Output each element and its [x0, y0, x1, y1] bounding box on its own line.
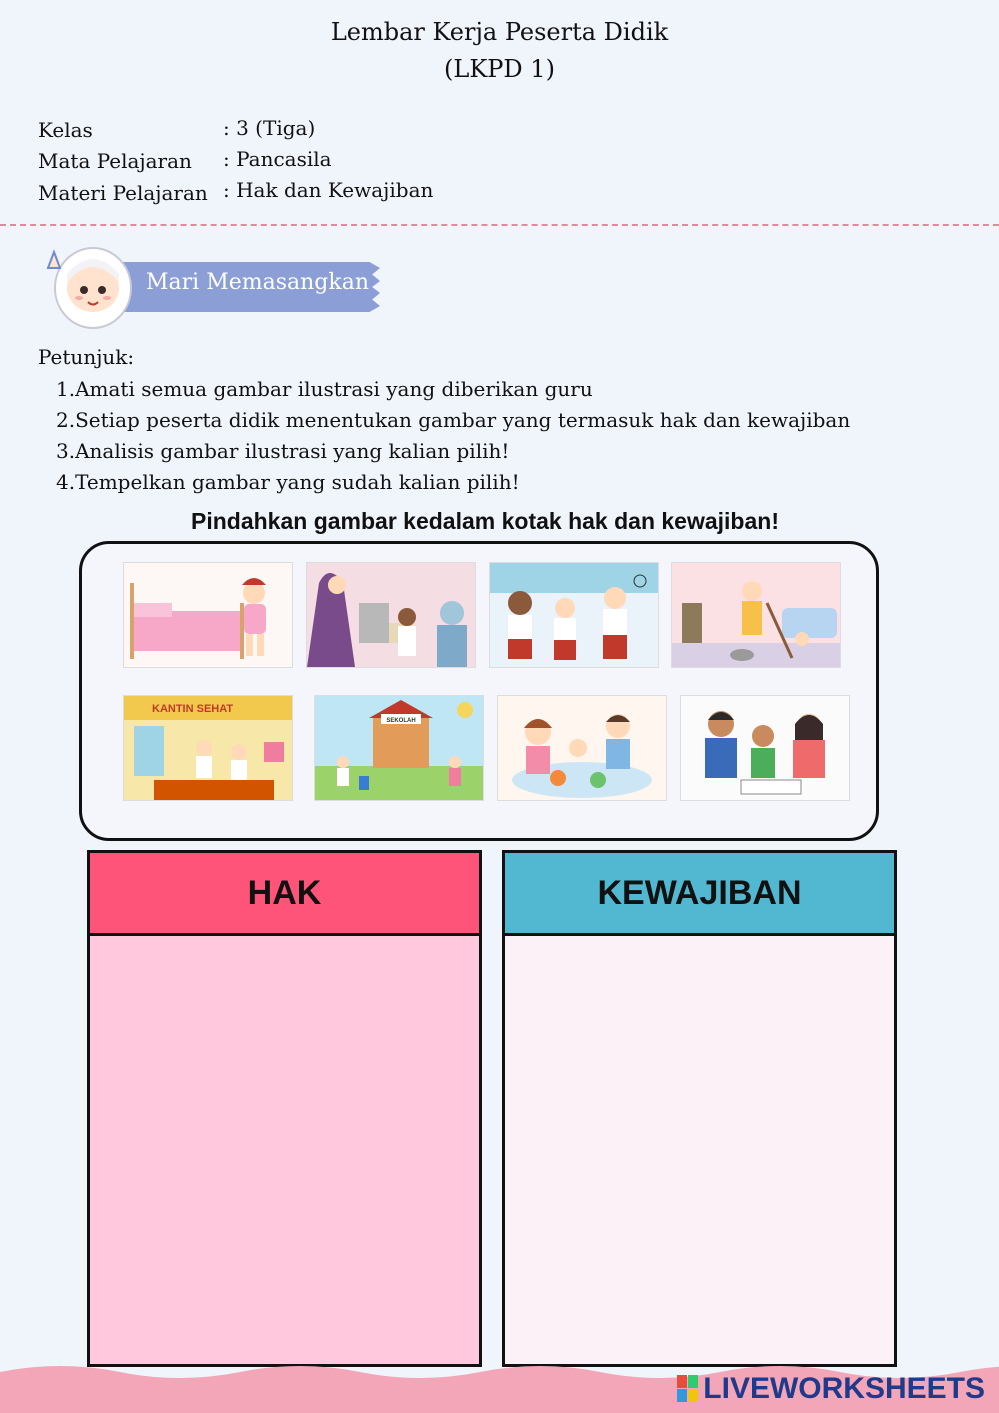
info-value-kelas: : 3 (Tiga)	[223, 116, 316, 140]
kewajiban-column-header	[502, 850, 897, 936]
hak-column-label: HAK	[247, 873, 322, 912]
dashed-divider	[0, 224, 999, 226]
hak-drop-zone[interactable]	[87, 933, 482, 1367]
school-sign: SEKOLAH	[386, 718, 416, 724]
info-value-materi: : Hak dan Kewajiban	[223, 178, 434, 202]
kantin-sehat-sign: KANTIN SEHAT	[152, 703, 234, 715]
instruction-step: 4.Tempelkan gambar yang sudah kalian pilih!	[56, 470, 520, 494]
liveworksheets-logo-icon	[677, 1375, 699, 1403]
hijab-girl-avatar-icon	[38, 238, 138, 330]
worksheet-subtitle: (LKPD 1)	[444, 55, 555, 83]
classroom-teacher-image[interactable]	[306, 562, 476, 668]
instruction-step: 3.Analisis gambar ilustrasi yang kalian pilih!	[56, 439, 510, 463]
healthy-canteen-image[interactable]	[123, 695, 293, 801]
kewajiban-drop-zone[interactable]	[502, 933, 897, 1367]
family-sweeping-image[interactable]	[671, 562, 841, 668]
liveworksheets-logo[interactable]	[677, 1372, 985, 1406]
task-prompt: Pindahkan gambar kedalam kotak hak dan kewajiban!	[191, 508, 779, 534]
info-value-mapel: : Pancasila	[223, 147, 332, 171]
liveworksheets-brand-text: LIVEWORKSHEETS	[703, 1372, 985, 1405]
instructions-heading: Petunjuk:	[38, 345, 135, 369]
section-banner-label: Mari Memasangkan	[146, 270, 369, 295]
students-cleaning-class-image[interactable]	[489, 562, 659, 668]
info-label-kelas: Kelas	[38, 118, 93, 142]
worksheet-title: Lembar Kerja Peserta Didik	[330, 18, 669, 46]
school-cleanup-image[interactable]	[314, 695, 484, 801]
info-label-materi: Materi Pelajaran	[38, 181, 208, 205]
making-bed-image[interactable]	[123, 562, 293, 668]
info-label-mapel: Mata Pelajaran	[38, 149, 192, 173]
family-meal-image[interactable]	[497, 695, 667, 801]
hak-column-header	[87, 850, 482, 936]
kewajiban-column-label: KEWAJIBAN	[597, 873, 802, 912]
instruction-step: 1.Amati semua gambar ilustrasi yang diberikan guru	[56, 377, 593, 401]
instruction-step: 2.Setiap peserta didik menentukan gambar yang termasuk hak dan kewajiban	[56, 408, 851, 432]
parents-helping-study-image[interactable]	[680, 695, 850, 801]
